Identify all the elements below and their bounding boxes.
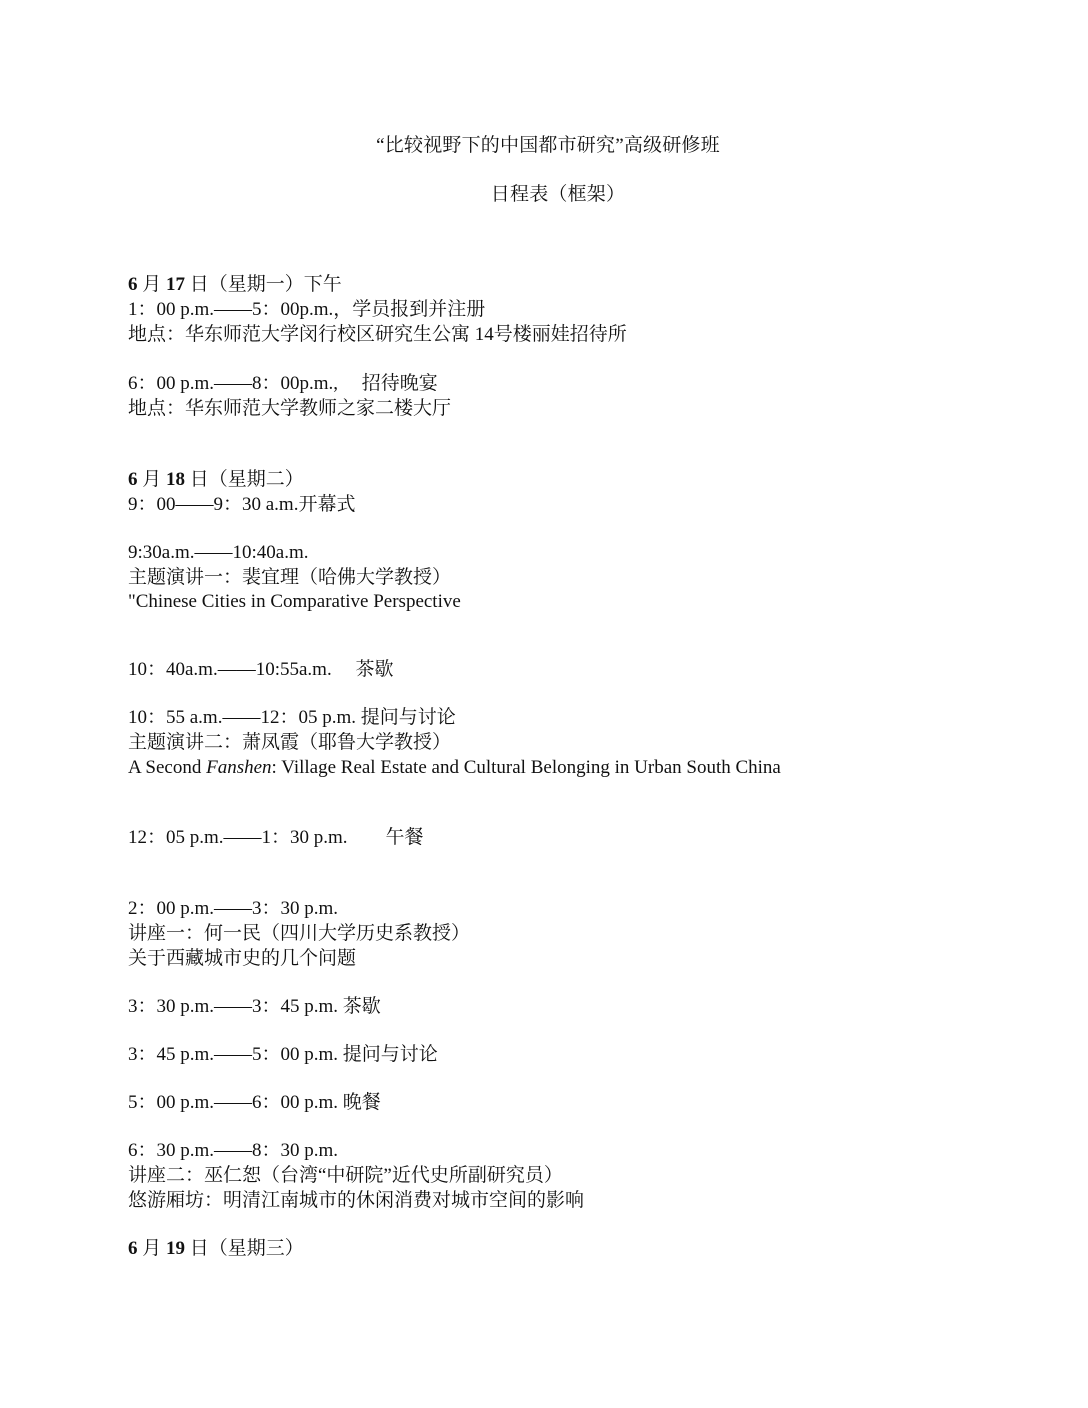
day1-reception-location: 地点：华东师范大学教师之家二楼大厅	[128, 398, 452, 419]
day2-keynote2-title: A Second Fanshen: Village Real Estate and Cultural Belonging in Urban South China	[128, 757, 781, 778]
day2-lecture1-time: 2：00 p.m.——3：30 p.m.	[128, 898, 339, 919]
day1-heading: 6 月 17 日（星期一）下午	[128, 274, 342, 295]
day1-registration: 1：00 p.m.——5：00p.m.，学员报到并注册	[128, 299, 486, 320]
day2-keynote1-speaker: 主题演讲一：裴宜理（哈佛大学教授）	[128, 567, 452, 588]
day1-reception: 6：00 p.m.——8：00p.m., 招待晚宴	[128, 373, 438, 394]
day3-heading: 6 月 19 日（星期三）	[128, 1238, 304, 1259]
day2-lecture2-title: 悠游厢坊：明清江南城市的休闲消费对城市空间的影响	[128, 1190, 585, 1211]
day2-keynote1-title: "Chinese Cities in Comparative Perspective	[128, 591, 461, 612]
day2-lecture2-speaker: 讲座二：巫仁恕（台湾“中研院”近代史所副研究员）	[128, 1165, 563, 1186]
day2-dinner: 5：00 p.m.——6：00 p.m. 晚餐	[128, 1092, 381, 1113]
day2-lecture1-speaker: 讲座一：何一民（四川大学历史系教授）	[128, 923, 471, 944]
document-title: “比较视野下的中国都市研究”高级研修班	[376, 135, 720, 156]
day2-tea-break2: 3：30 p.m.——3：45 p.m. 茶歇	[128, 996, 381, 1017]
day2-opening: 9：00——9：30 a.m.开幕式	[128, 494, 356, 515]
day2-discussion2: 3：45 p.m.——5：00 p.m. 提问与讨论	[128, 1044, 438, 1065]
day2-discussion1: 10：55 a.m.——12：05 p.m. 提问与讨论	[128, 707, 456, 728]
day2-lecture2-time: 6：30 p.m.——8：30 p.m.	[128, 1140, 339, 1161]
day2-tea-break1: 10：40a.m.——10:55a.m. 茶歇	[128, 659, 394, 680]
day2-keynote2-speaker: 主题演讲二：萧凤霞（耶鲁大学教授）	[128, 732, 452, 753]
document-subtitle: 日程表（框架）	[490, 184, 626, 205]
day2-heading: 6 月 18 日（星期二）	[128, 469, 304, 490]
day2-lunch: 12：05 p.m.——1：30 p.m. 午餐	[128, 827, 424, 848]
day2-lecture1-title: 关于西藏城市史的几个问题	[128, 948, 357, 969]
day1-registration-location: 地点：华东师范大学闵行校区研究生公寓 14号楼丽娃招待所	[128, 324, 627, 345]
day2-keynote1-time: 9:30a.m.——10:40a.m.	[128, 542, 309, 563]
